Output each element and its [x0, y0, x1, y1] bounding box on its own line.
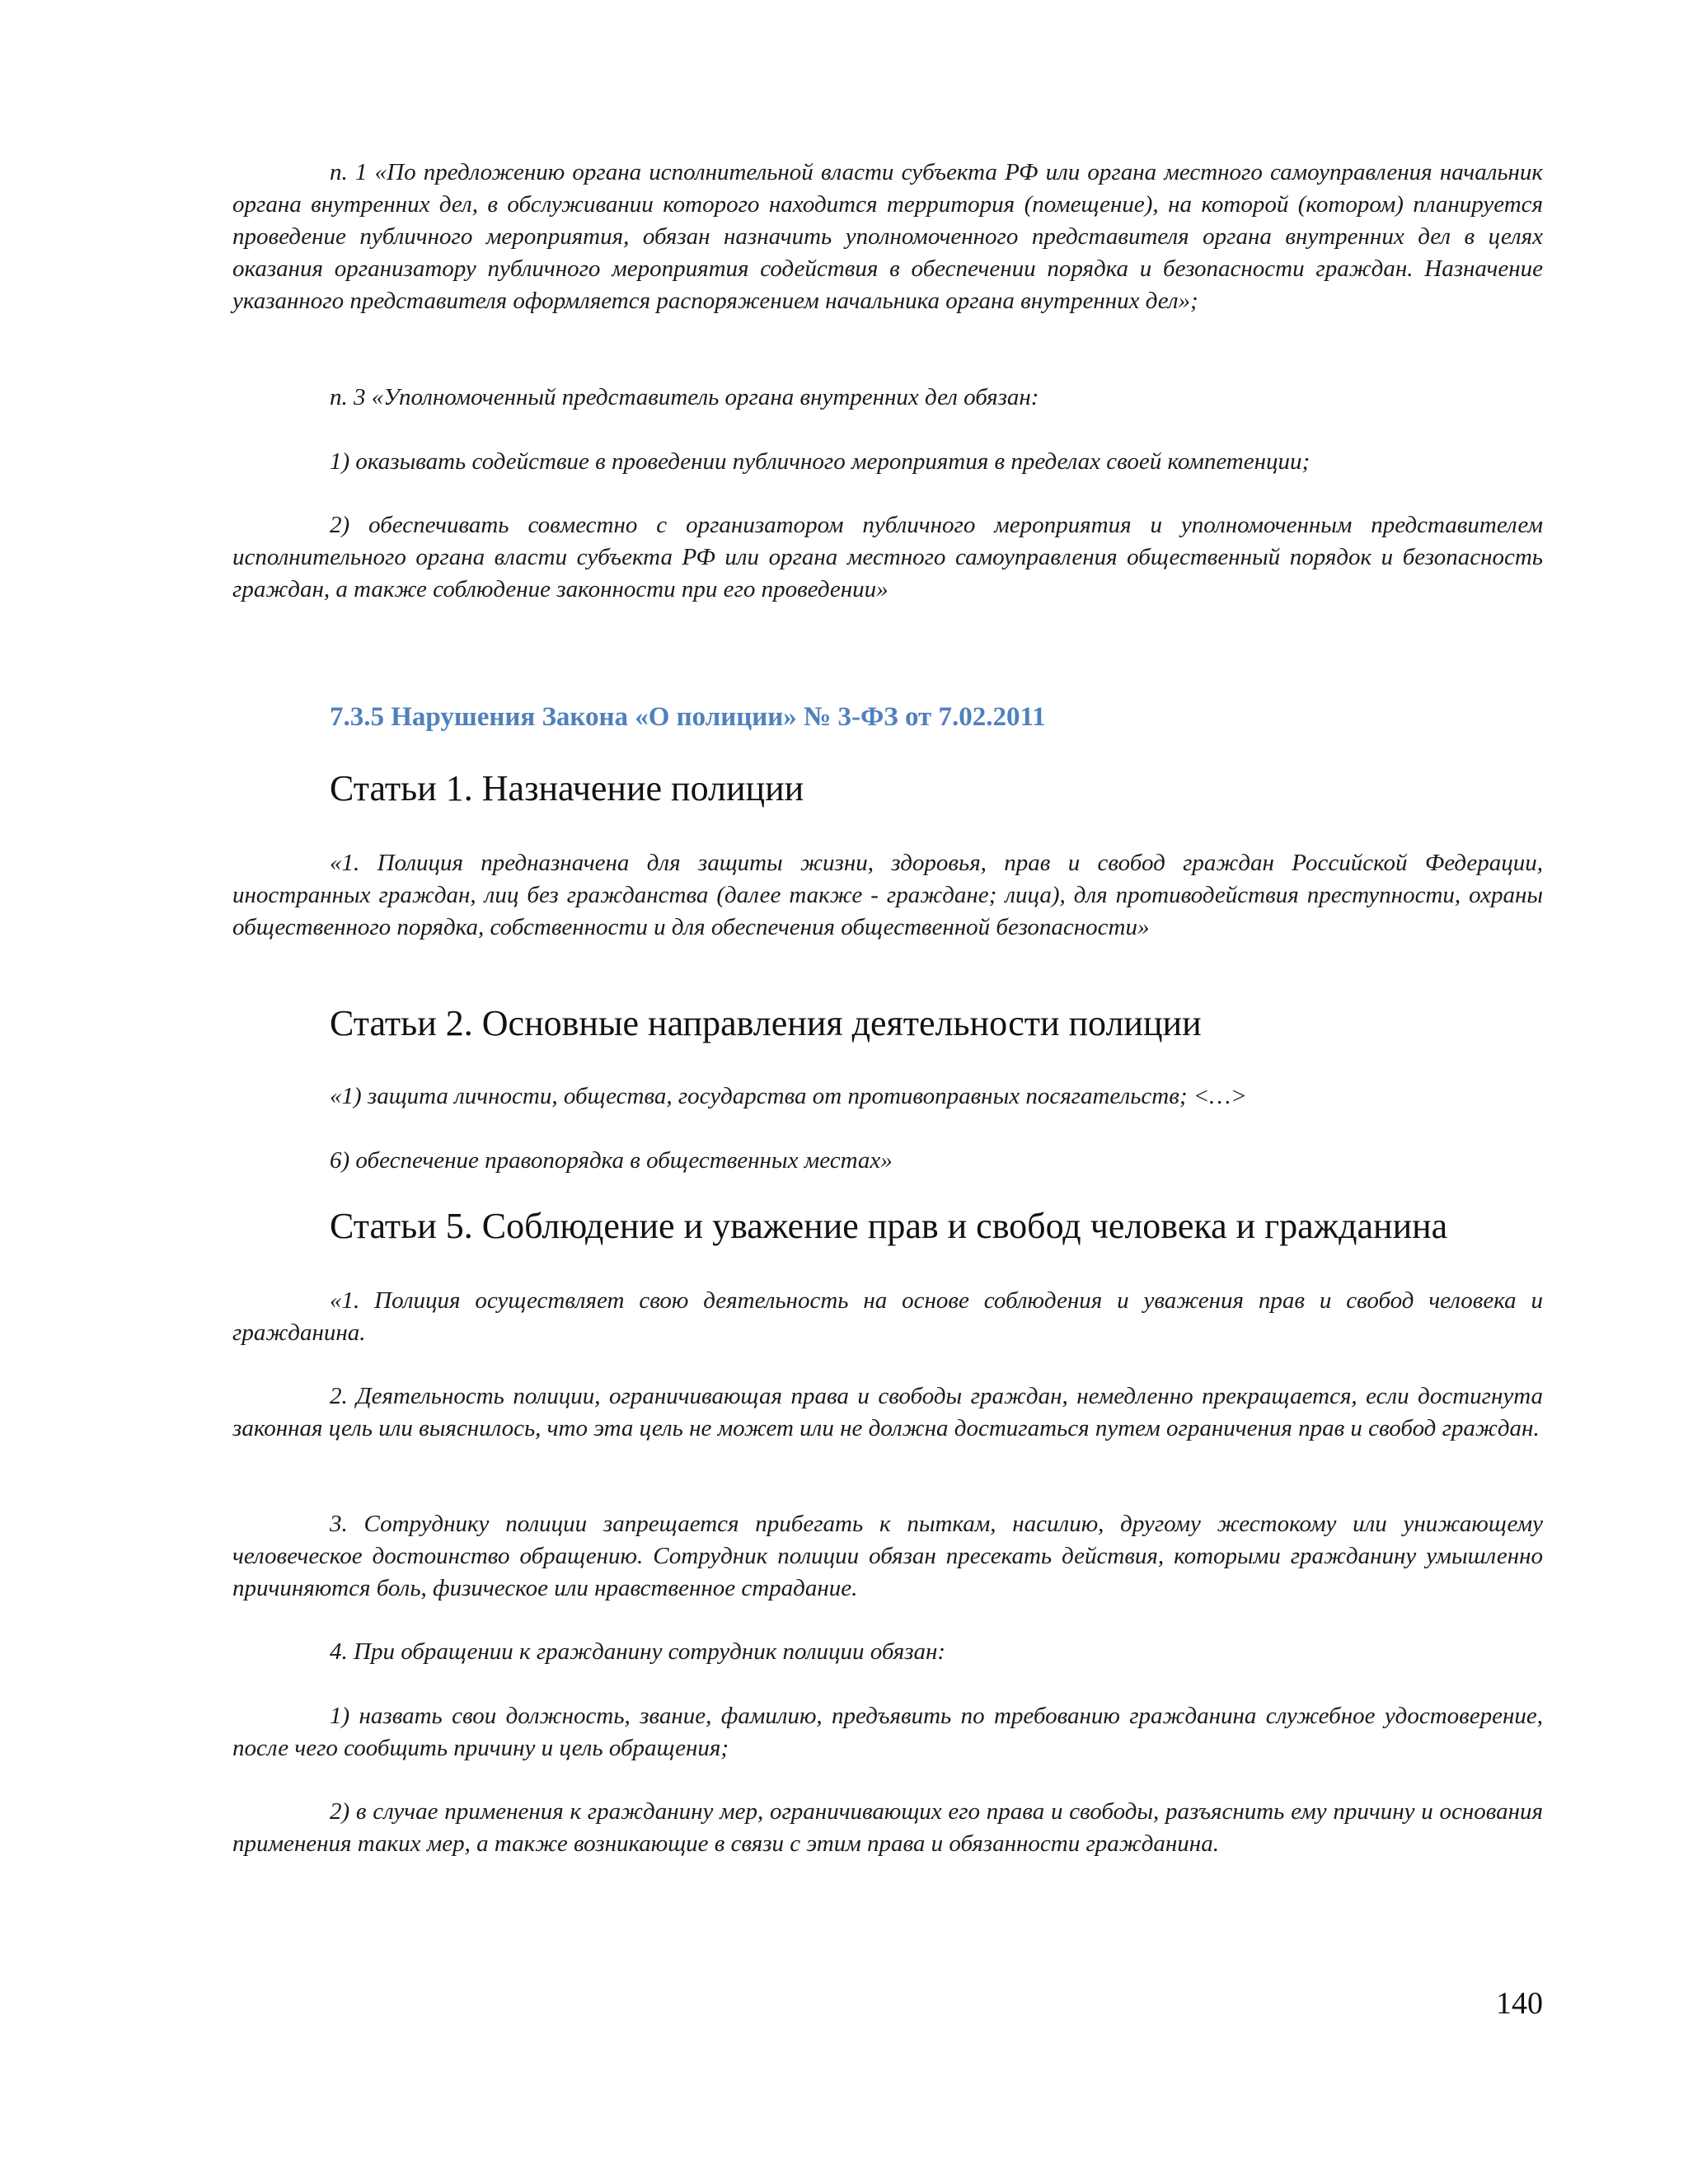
paragraph-point-3: п. 3 «Уполномоченный представитель органа внутренних дел обязан: [330, 384, 1039, 410]
paragraph-duty-2: 2) обеспечивать совместно с организатором публичного мероприятия и уполномоченным представителем исполнительного органа власти субъекта РФ или органа местного самоуправления общественный порядок и безопасность граждан, а также соблюдение законности при его проведении» [232, 512, 1543, 602]
article-2-heading: Статьи 2. Основные направления деятельности полиции [330, 1003, 1202, 1043]
article-1-heading: Статьи 1. Назначение полиции [330, 768, 804, 808]
page-number: 140 [1496, 1986, 1543, 2021]
article-5-paragraph-1: «1. Полиция осуществляет свою деятельность на основе соблюдения и уважения прав и свобод человека и гражданина. [232, 1287, 1543, 1346]
article-5-paragraph-2: 2. Деятельность полиции, ограничивающая права и свободы граждан, немедленно прекращается, если достигнута законная цель или выяснилось, что эта цель не может или не должна достигаться путем ограничения прав и свобод граждан. [232, 1383, 1543, 1441]
article-5-paragraph-4: 4. При обращении к гражданину сотрудник полиции обязан: [330, 1638, 946, 1665]
article-5-heading: Статьи 5. Соблюдение и уважение прав и свобод человека и гражданина [330, 1206, 1448, 1246]
article-2-paragraph-1: «1) защита личности, общества, государства от противоправных посягательств; <…> [330, 1083, 1247, 1109]
paragraph-duty-1: 1) оказывать содействие в проведении публичного мероприятия в пределах своей компетенции; [330, 448, 1311, 475]
article-5-paragraph-6: 2) в случае применения к гражданину мер, ограничивающих его права и свободы, разъяснить ему причину и основания применения таких мер, а также возникающие в связи с этим права и обязанности гражданина. [232, 1798, 1543, 1857]
article-5-paragraph-3: 3. Сотруднику полиции запрещается прибегать к пыткам, насилию, другому жестокому или унижающему человеческое достоинство обращению. Сотрудник полиции обязан пресекать действия, которыми гражданину умышленно причиняются боль, физическое или нравственное страдание. [232, 1511, 1543, 1601]
article-5-paragraph-5: 1) назвать свои должность, звание, фамилию, предъявить по требованию гражданина служебное удостоверение, после чего сообщить причину и цель обращения; [232, 1703, 1543, 1761]
article-1-paragraph-1: «1. Полиция предназначена для защиты жизни, здоровья, прав и свобод граждан Российской Федерации, иностранных граждан, лиц без гражданства (далее также - граждане; лица), для противодействия преступности, охраны общественного порядка, собственности и для обеспечения общественной безопасности» [232, 850, 1543, 940]
paragraph-point-1: п. 1 «По предложению органа исполнительной власти субъекта РФ или органа местного самоуправления начальник органа внутренних дел, в обслуживании которого находится территория (помещение), на которой (котором) планируется проведение публичного мероприятия, обязан назначить уполномоченного представителя органа внутренних дел в целях оказания организатору публичного мероприятия содействия в обеспечении порядка и безопасности граждан. Назначение указанного представителя оформляется распоряжением начальника органа внутренних дел»; [232, 159, 1543, 314]
document-page [232, 0, 1543, 2184]
article-2-paragraph-2: 6) обеспечение правопорядка в общественных местах» [330, 1147, 893, 1174]
section-heading: 7.3.5 Нарушения Закона «О полиции» № 3-ФЗ от 7.02.2011 [330, 702, 1046, 732]
